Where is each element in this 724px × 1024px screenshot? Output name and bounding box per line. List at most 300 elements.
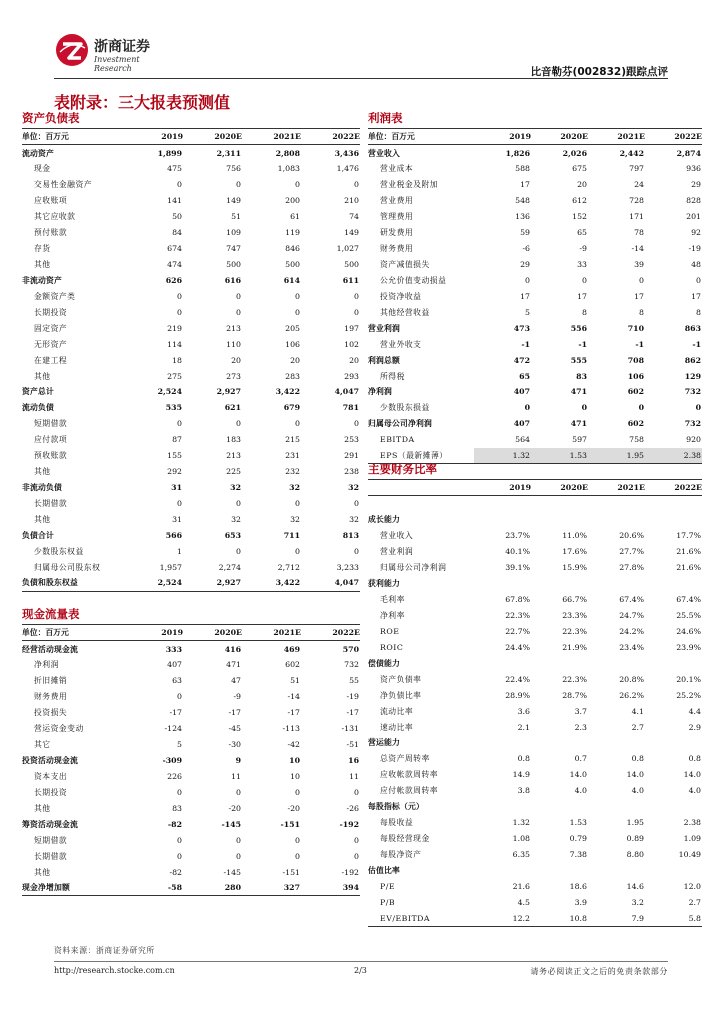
cell-value: 1.32 <box>474 448 531 464</box>
row-label: 长期借款 <box>34 499 68 509</box>
row-label: 存货 <box>34 244 51 254</box>
cell-value: 119 <box>285 228 300 238</box>
cell-value: 106 <box>285 339 300 349</box>
row-label: 投资净收益 <box>380 291 422 301</box>
cell-value: 1.08 <box>512 834 530 844</box>
cell-value <box>474 735 531 751</box>
cell-value: 21.6 <box>512 881 530 891</box>
table-row <box>368 910 702 926</box>
cell-value: 0 <box>354 180 359 190</box>
logo-chinese-text: 浙商证券 <box>94 39 150 55</box>
cell-value: 292 <box>167 467 182 477</box>
cell-value: 3,422 <box>275 387 300 397</box>
cell-value: 500 <box>226 259 241 269</box>
table-row <box>22 161 360 177</box>
cell-value: 20.1% <box>676 674 701 684</box>
cell-value: 710 <box>627 323 644 333</box>
row-label: 非流动负债 <box>22 483 62 493</box>
year-header: 2021E <box>242 625 301 641</box>
row-label: 成长能力 <box>368 515 400 525</box>
cell-value: 1,027 <box>336 244 359 254</box>
cell-value: 32 <box>289 483 300 493</box>
cell-value: 333 <box>165 644 182 654</box>
year-header: 2019 <box>124 625 183 641</box>
cell-value <box>588 863 645 879</box>
table-row <box>368 783 702 799</box>
row-label: 应付款项 <box>34 435 68 445</box>
cell-value: 0 <box>236 835 241 845</box>
cell-value: 0.7 <box>574 754 587 764</box>
cell-value: 74 <box>349 212 359 222</box>
cell-value: 25.2% <box>676 690 701 700</box>
cell-value: 0 <box>696 275 701 285</box>
table-row <box>368 432 702 448</box>
cell-value <box>588 735 645 751</box>
cell-value: 500 <box>344 259 359 269</box>
cell-value: 8 <box>639 307 644 317</box>
cell-value: 612 <box>572 196 587 206</box>
cell-value: 2,274 <box>218 562 241 572</box>
cell-value: 4.1 <box>631 706 644 716</box>
logo <box>54 30 174 72</box>
row-label: 每股收益 <box>380 818 414 828</box>
cell-value: 215 <box>285 435 300 445</box>
income-statement-header-bar <box>368 110 702 129</box>
cell-value: -1 <box>578 339 587 349</box>
cell-value: 4.0 <box>631 786 644 796</box>
cell-value: 17 <box>691 291 701 301</box>
cell-value: 0 <box>236 499 241 509</box>
cell-value: 12.2 <box>474 910 531 926</box>
cell-value: -9 <box>233 692 241 702</box>
unit-label: 单位：百万元 <box>22 129 124 145</box>
cell-value <box>474 655 531 671</box>
table-row <box>368 639 702 655</box>
cell-value: 67.4% <box>619 595 644 605</box>
cell-value: 253 <box>344 435 359 445</box>
row-label: 财务费用 <box>380 244 414 254</box>
row-label: 偿债能力 <box>368 658 400 668</box>
cell-value: 149 <box>226 196 241 206</box>
cell-value: 2.7 <box>688 897 701 907</box>
table-row <box>368 608 702 624</box>
row-label: 归属母公司净利润 <box>380 563 447 573</box>
cell-value: 2.38 <box>683 818 701 828</box>
row-label: 利润总额 <box>368 355 400 365</box>
table-row <box>368 799 702 815</box>
cell-value: 0 <box>295 546 300 556</box>
cell-value: 5 <box>525 307 530 317</box>
cell-value: 0 <box>582 275 587 285</box>
cell-value: 602 <box>627 419 644 429</box>
cell-value: 10 <box>289 755 300 765</box>
cell-value: 225 <box>226 467 241 477</box>
row-label: 筹资活动现金流 <box>22 819 78 829</box>
income-statement-section <box>368 110 702 464</box>
cell-value: -9 <box>579 244 587 254</box>
cell-value: 0 <box>354 499 359 509</box>
row-label: 其他 <box>34 371 51 381</box>
cell-value: 18.6 <box>569 881 587 891</box>
cell-value: 200 <box>285 196 300 206</box>
table-row <box>368 751 702 767</box>
cell-value: 0 <box>295 787 300 797</box>
cell-value: 293 <box>344 371 359 381</box>
row-label: 其他 <box>34 467 51 477</box>
row-label: 其他 <box>34 514 51 524</box>
cell-value: 59 <box>520 228 530 238</box>
table-header-row <box>22 129 360 145</box>
cell-value: -151 <box>282 867 300 877</box>
cell-value: -45 <box>228 724 241 734</box>
table-row <box>368 894 702 910</box>
table-row <box>22 737 360 753</box>
row-label: 金额资产类 <box>34 291 76 301</box>
cell-value <box>531 496 588 512</box>
table-row <box>368 336 702 352</box>
cell-value: 0 <box>177 851 182 861</box>
cell-value: -131 <box>341 724 359 734</box>
cell-value <box>645 496 702 512</box>
cell-value: 863 <box>684 323 701 333</box>
cell-value: 8 <box>696 307 701 317</box>
table-row <box>22 768 360 784</box>
cell-value: 1,083 <box>277 164 300 174</box>
cell-value <box>531 576 588 592</box>
row-label: 营运资金变动 <box>34 724 84 734</box>
row-label: 非流动资产 <box>22 275 62 285</box>
cell-value: 535 <box>165 403 182 413</box>
cell-value: 1,957 <box>159 562 182 572</box>
cell-value: -14 <box>631 244 644 254</box>
cell-value: 63 <box>172 676 182 686</box>
cell-value: 0 <box>236 291 241 301</box>
cell-value: 48 <box>691 259 701 269</box>
cell-value: 183 <box>226 435 241 445</box>
cell-value: 0 <box>354 546 359 556</box>
year-header: 2021E <box>588 480 645 496</box>
cell-value: 17 <box>577 291 587 301</box>
cell-value: 213 <box>226 323 241 333</box>
cell-value: 0 <box>354 787 359 797</box>
year-header: 2020E <box>531 129 588 145</box>
year-header: 2021E <box>242 129 301 145</box>
cell-value: -14 <box>287 692 300 702</box>
cell-value: 226 <box>167 771 182 781</box>
cell-value: 394 <box>301 880 360 896</box>
balance-sheet-title: 资产负债表 <box>22 111 80 125</box>
table-row <box>22 832 360 848</box>
cell-value: 407 <box>167 660 182 670</box>
cell-value: 2.9 <box>688 722 701 732</box>
row-label: 负债合计 <box>22 530 54 540</box>
cell-value: 407 <box>513 419 530 429</box>
cell-value: 0 <box>295 499 300 509</box>
table-row <box>368 560 702 576</box>
row-label: 营业利润 <box>380 547 414 557</box>
table-row <box>368 416 702 432</box>
cell-value: 500 <box>285 259 300 269</box>
cell-value: 602 <box>285 660 300 670</box>
cell-value: 51 <box>290 676 300 686</box>
cell-value: 0.8 <box>631 754 644 764</box>
cell-value: 570 <box>342 644 359 654</box>
cell-value: 1.95 <box>588 448 645 464</box>
table-row <box>22 320 360 336</box>
cell-value: 66.7% <box>562 595 587 605</box>
cell-value: 0 <box>695 403 701 413</box>
row-label: 流动比率 <box>380 706 414 716</box>
row-label: 营业收入 <box>368 148 400 158</box>
cell-value: 621 <box>224 403 241 413</box>
table-row <box>368 209 702 225</box>
table-row <box>22 257 360 273</box>
cell-value: 273 <box>226 371 241 381</box>
cell-value: 0 <box>354 851 359 861</box>
cell-value: -192 <box>339 819 359 829</box>
row-label: 投资活动现金流 <box>22 755 78 765</box>
cell-value: 17.6% <box>562 547 587 557</box>
table-row <box>368 161 702 177</box>
row-label: EBITDA <box>380 435 415 445</box>
table-row <box>368 767 702 783</box>
row-label: 净利率 <box>380 610 405 620</box>
cell-value: 0 <box>177 835 182 845</box>
cell-value: 756 <box>226 164 241 174</box>
row-label: 其它 <box>34 740 51 750</box>
row-label: 资产负债率 <box>380 674 422 684</box>
row-label: 资产总计 <box>22 387 54 397</box>
row-label: 固定资产 <box>34 323 68 333</box>
table-row <box>368 735 702 751</box>
row-label: 管理费用 <box>380 212 414 222</box>
cell-value: 40.1% <box>505 547 530 557</box>
cell-value: 21.6% <box>676 563 701 573</box>
table-row <box>368 225 702 241</box>
table-row <box>22 705 360 721</box>
cell-value <box>645 512 702 528</box>
cell-value: 862 <box>684 355 701 365</box>
row-label: P/B <box>380 897 396 907</box>
cell-value: 4,047 <box>301 575 360 591</box>
table-row <box>368 177 702 193</box>
financial-ratios-header-bar <box>368 461 702 480</box>
cell-value: -17 <box>228 708 241 718</box>
cell-value: 0 <box>354 307 359 317</box>
cell-value: 471 <box>570 419 587 429</box>
row-label: 应收账项 <box>34 196 68 206</box>
row-label: 所得税 <box>380 371 405 381</box>
row-label: 速动比率 <box>380 722 414 732</box>
cell-value: 0 <box>525 275 530 285</box>
cell-value: -30 <box>228 740 241 750</box>
page-number: 2/3 <box>354 966 367 975</box>
row-label: 其他经营收益 <box>380 307 430 317</box>
cell-value: -113 <box>282 724 300 734</box>
cell-value: 14.6 <box>626 881 644 891</box>
cell-value <box>588 496 645 512</box>
cell-value: 23.9% <box>676 642 701 652</box>
table-row <box>22 784 360 800</box>
cell-value: 407 <box>513 387 530 397</box>
cell-value <box>645 799 702 815</box>
cell-value <box>645 655 702 671</box>
cell-value: 1 <box>177 546 182 556</box>
row-label: 长期投资 <box>34 787 68 797</box>
cell-value: 39 <box>634 259 644 269</box>
cell-value: 10 <box>290 771 300 781</box>
cell-value: 3.6 <box>517 706 530 716</box>
cell-value: 0 <box>177 419 182 429</box>
logo-english-text: Investment Research <box>94 55 140 73</box>
cell-value: 758 <box>629 435 644 445</box>
table-row <box>368 257 702 273</box>
cell-value: 8.80 <box>626 850 644 860</box>
table-row <box>22 177 360 193</box>
cell-value: 14.0 <box>626 770 644 780</box>
table-row <box>22 864 360 880</box>
table-row <box>368 368 702 384</box>
table-row <box>368 496 702 512</box>
cell-value: 141 <box>167 196 182 206</box>
cell-value: 11 <box>231 771 241 781</box>
cell-value: -192 <box>341 867 359 877</box>
cell-value <box>474 512 531 528</box>
cell-value: 2,026 <box>562 148 587 158</box>
row-label: 折旧摊销 <box>34 676 68 686</box>
cell-value: 1.32 <box>512 818 530 828</box>
cell-value: 564 <box>515 435 530 445</box>
table-row <box>22 753 360 769</box>
cell-value: 2.38 <box>645 448 702 464</box>
table-row <box>22 816 360 832</box>
cell-value: 679 <box>283 403 300 413</box>
row-label: 应付帐款周转率 <box>380 786 439 796</box>
unit-label <box>368 480 474 496</box>
cell-value: 747 <box>226 244 241 254</box>
cell-value: 7.38 <box>569 850 587 860</box>
cell-value: -309 <box>162 755 182 765</box>
cell-value: 10.8 <box>531 910 588 926</box>
cell-value: -145 <box>221 819 241 829</box>
table-row <box>22 384 360 400</box>
cell-value: 219 <box>167 323 182 333</box>
cell-value: -19 <box>688 244 701 254</box>
row-label: 短期借款 <box>34 419 68 429</box>
table-row <box>22 352 360 368</box>
cell-value: 0 <box>295 419 300 429</box>
cell-value: 210 <box>344 196 359 206</box>
cell-value: 29 <box>520 259 530 269</box>
cell-value: 155 <box>167 451 182 461</box>
cell-value: 32 <box>349 514 359 524</box>
cell-value: 588 <box>515 164 530 174</box>
cell-value: 32 <box>348 483 359 493</box>
cell-value: 0 <box>295 835 300 845</box>
cell-value: 653 <box>224 530 241 540</box>
cell-value: 20 <box>231 355 241 365</box>
cell-value: 2,524 <box>124 575 183 591</box>
cell-value: 11.0% <box>562 531 587 541</box>
cell-value: -82 <box>167 819 182 829</box>
cell-value: 4.0 <box>688 786 701 796</box>
cell-value: 2,874 <box>676 148 701 158</box>
cell-value: 31 <box>172 514 182 524</box>
table-row <box>368 272 702 288</box>
cell-value: 566 <box>165 530 182 540</box>
cell-value: 1.09 <box>683 834 701 844</box>
table-row <box>22 641 360 657</box>
cell-value: 20.6% <box>619 531 644 541</box>
table-row <box>22 480 360 496</box>
table-row <box>368 863 702 879</box>
row-label: 总资产周转率 <box>380 754 430 764</box>
row-label: 短期借款 <box>34 835 68 845</box>
cell-value: 25.5% <box>676 610 701 620</box>
cell-value: 238 <box>344 467 359 477</box>
cell-value: 26.2% <box>619 690 644 700</box>
cell-value <box>588 655 645 671</box>
cell-value: -58 <box>124 880 183 896</box>
table-row <box>22 145 360 161</box>
table-row <box>22 464 360 480</box>
row-label: ROE <box>380 626 400 636</box>
cell-value: -82 <box>169 867 182 877</box>
cell-value: 114 <box>167 339 182 349</box>
cell-value: 6.35 <box>512 850 530 860</box>
table-row <box>22 288 360 304</box>
cell-value: 828 <box>686 196 701 206</box>
cell-value: -51 <box>346 740 359 750</box>
cell-value: -124 <box>164 724 182 734</box>
cell-value: 22.4% <box>505 674 530 684</box>
cell-value: 23.7% <box>505 531 530 541</box>
cell-value: 83 <box>172 803 182 813</box>
cell-value: -151 <box>280 819 300 829</box>
cell-value: 2,712 <box>277 562 300 572</box>
balance-sheet-section <box>22 110 360 592</box>
cell-value: 0 <box>236 419 241 429</box>
cash-flow-section <box>22 606 360 896</box>
cell-value: 0.8 <box>517 754 530 764</box>
table-row <box>368 671 702 687</box>
table-row <box>368 288 702 304</box>
table-row <box>368 815 702 831</box>
row-label: EV/EBITDA <box>368 910 474 926</box>
cell-value: 3.8 <box>517 786 530 796</box>
cell-value: 32 <box>290 514 300 524</box>
cell-value: 27.8% <box>619 563 644 573</box>
cell-value: 136 <box>515 212 530 222</box>
table-row <box>368 193 702 209</box>
cell-value: 28.9% <box>505 690 530 700</box>
cell-value: -42 <box>287 740 300 750</box>
row-label: 每股指标（元） <box>368 802 424 812</box>
row-label: 归属母公司净利润 <box>368 419 432 429</box>
cell-value: 597 <box>572 435 587 445</box>
table-row <box>368 241 702 257</box>
cell-value: 0 <box>177 787 182 797</box>
cell-value: 473 <box>513 323 530 333</box>
cell-value <box>645 863 702 879</box>
cell-value: 11 <box>349 771 359 781</box>
row-label: 财务费用 <box>34 692 68 702</box>
cell-value: 24.4% <box>505 642 530 652</box>
row-label: 其它应收款 <box>34 212 76 222</box>
row-label: 现金净增加额 <box>22 880 124 896</box>
row-label: 现金 <box>34 164 51 174</box>
cell-value <box>588 512 645 528</box>
